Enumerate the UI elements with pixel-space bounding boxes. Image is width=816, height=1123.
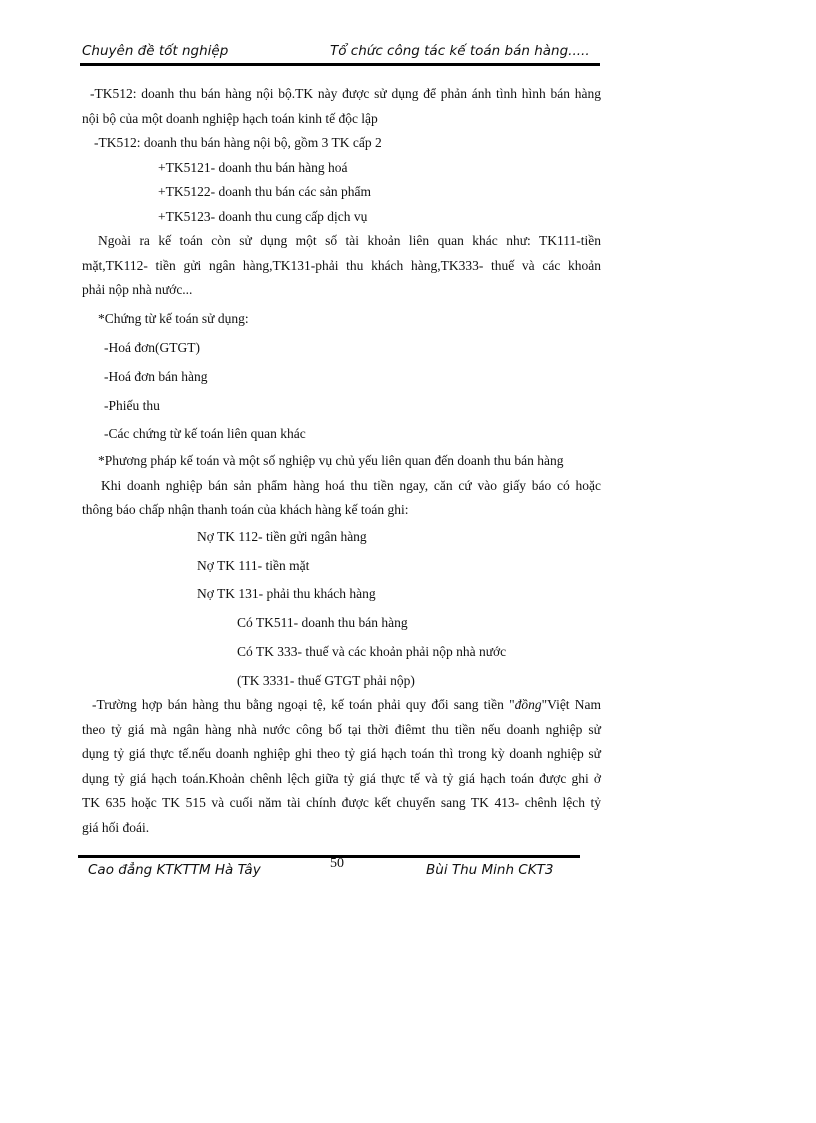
text-line — [92, 697, 601, 713]
text-line: Có TK 333- thuế và các khoản phải nộp nhà nước — [237, 644, 507, 659]
text-span: -Trường hợp bán hàng thu bằng ngoại tệ, kế toán phải quy đổi sang tiền — [92, 697, 510, 712]
text-line: +TK5122- doanh thu bán các sản phẩm — [158, 184, 372, 199]
text-line: dụng tỷ giá thực tế.nếu doanh nghiệp ghi theo tỷ giá hạch toán thì trong kỳ doanh nghiệp sử — [82, 746, 601, 761]
quote-mark: " — [509, 697, 515, 712]
text-line: -Hoá đơn(GTGT) — [104, 340, 200, 355]
text-line: -Hoá đơn bán hàng — [104, 369, 208, 384]
text-line: -TK512: doanh thu bán hàng nội bộ, gồm 3 TK cấp 2 — [94, 135, 382, 150]
text-line: Có TK511- doanh thu bán hàng — [237, 615, 408, 630]
header-right: Tổ chức công tác kế toán bán hàng..... — [330, 43, 590, 59]
page-header — [82, 40, 600, 64]
page-footer — [0, 858, 816, 888]
text-line: -TK512: doanh thu bán hàng nội bộ.TK này được sử dụng để phản ánh tình hình bán hàng — [90, 86, 601, 101]
header-left: Chuyên đề tốt nghiệp — [82, 43, 229, 59]
text-span: Việt Nam — [547, 697, 601, 712]
text-line: TK 635 hoặc TK 515 và cuối năm tài chính được kết chuyển sang TK 413- chênh lệch tỷ — [82, 795, 601, 810]
page-number: 50 — [330, 856, 344, 871]
text-line: -Phiếu thu — [104, 398, 160, 413]
text-line: mặt,TK112- tiền gửi ngân hàng,TK131-phải thu khách hàng,TK333- thuế và các khoản — [82, 258, 601, 273]
text-line: giá hối đoái. — [82, 820, 150, 835]
text-line: Nợ TK 111- tiền mặt — [197, 558, 310, 573]
footer-right: Bùi Thu Minh CKT3 — [426, 862, 554, 878]
text-line: Khi doanh nghiệp bán sản phẩm hàng hoá thu tiền ngay, căn cứ vào giấy báo có hoặc — [101, 478, 601, 493]
footer-left: Cao đẳng KTKTTM Hà Tây — [88, 862, 261, 878]
text-line: +TK5121- doanh thu bán hàng hoá — [158, 160, 348, 175]
text-line: *Chứng từ kế toán sử dụng: — [98, 311, 249, 326]
text-line: Nợ TK 112- tiền gửi ngân hàng — [197, 529, 367, 544]
text-line: nội bộ của một doanh nghiệp hạch toán kinh tế độc lập — [82, 111, 378, 126]
emphasis-dong: đồng — [514, 697, 542, 712]
text-line: phải nộp nhà nước... — [82, 282, 193, 297]
text-line: dụng tỷ giá hạch toán.Khoản chênh lệch giữa tỷ giá thực tế và tỷ giá hạch toán được ghi ở — [82, 771, 601, 786]
text-line: theo tỷ giá mà ngân hàng nhà nước công bố tại thời điêmt thu tiền nếu doanh nghiệp sử — [82, 722, 601, 737]
text-line: thông báo chấp nhận thanh toán của khách hàng kế toán ghi: — [82, 502, 409, 517]
text-line: +TK5123- doanh thu cung cấp dịch vụ — [158, 209, 368, 224]
text-line: (TK 3331- thuế GTGT phải nộp) — [237, 673, 415, 688]
text-line: Ngoài ra kế toán còn sử dụng một số tài khoản liên quan khác như: TK111-tiền — [98, 233, 601, 248]
text-line: Nợ TK 131- phải thu khách hàng — [197, 586, 376, 601]
quote-mark: " — [541, 697, 548, 712]
text-line: -Các chứng từ kế toán liên quan khác — [104, 426, 306, 441]
text-line: *Phương pháp kế toán và một số nghiệp vụ chủ yếu liên quan đến doanh thu bán hàng — [98, 453, 564, 468]
header-rule — [80, 63, 600, 66]
